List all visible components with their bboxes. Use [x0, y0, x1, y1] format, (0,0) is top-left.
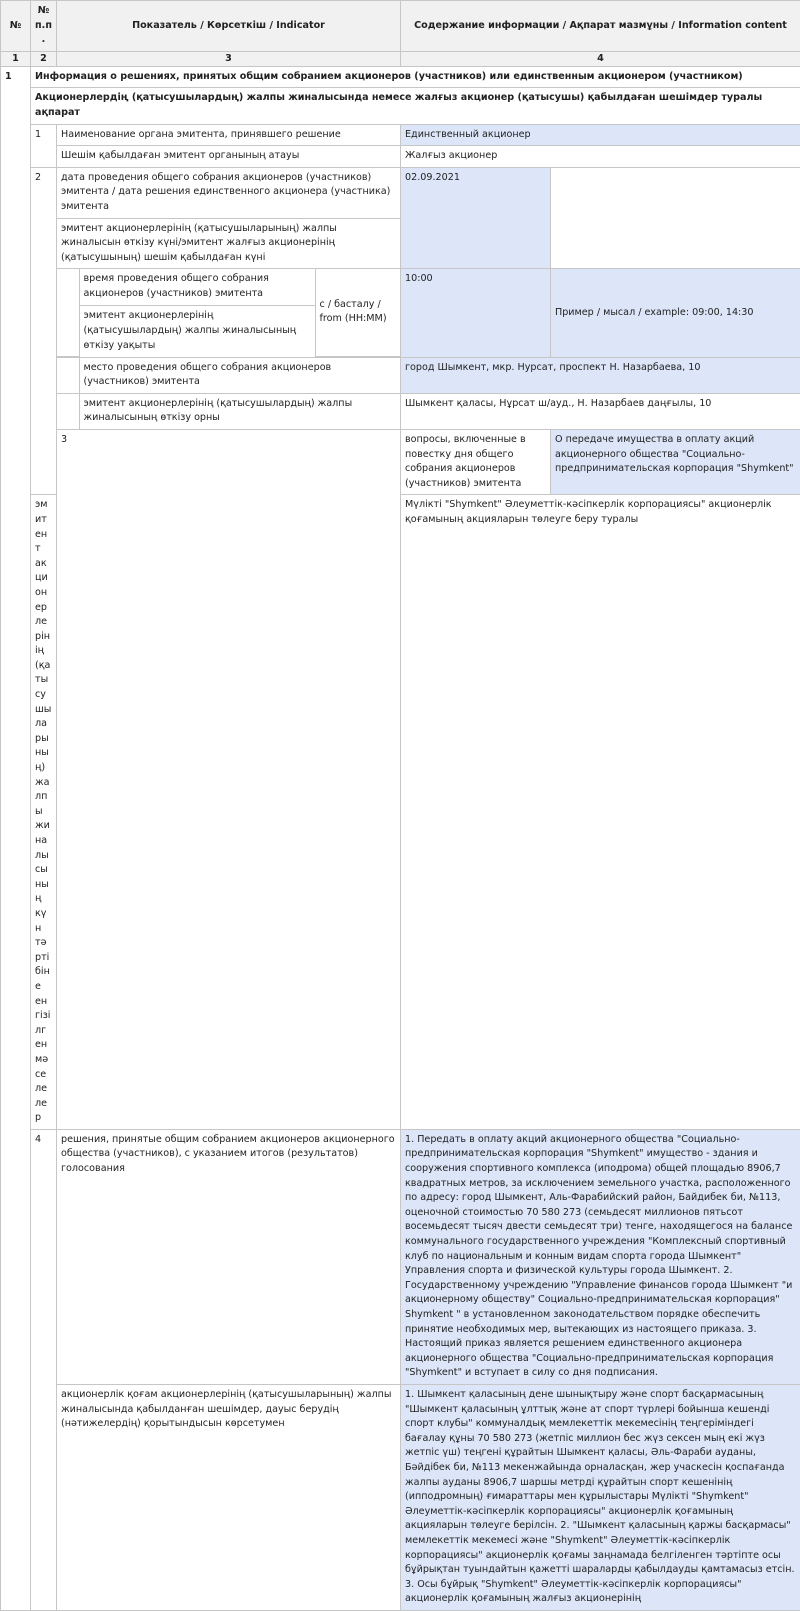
header-indicator: Показатель / Көрсеткіш / Indicator	[57, 1, 401, 52]
row-2-time-block	[57, 269, 401, 357]
row-3-ru	[1, 429, 800, 494]
section-row-kz	[1, 88, 800, 124]
column-number-row	[1, 51, 800, 66]
header-col-hash: №	[1, 1, 31, 52]
col-number-1: 1	[1, 51, 31, 66]
row-4-kz	[1, 1384, 800, 1610]
row-3-label-ru: вопросы, включенные в повестку дня общего собрания акционеров (участников) эмитента	[401, 429, 551, 494]
col-number-3: 3	[57, 51, 401, 66]
row-2-time	[1, 269, 800, 357]
row-1-value-kz: Жалғыз акционер	[401, 146, 800, 168]
row-4-label-kz: акционерлік қоғам акционерлерінің (қатысушыларының) жалпы жиналысында қабылданған шешімдер, дауыс берудің (нәтижелердің) қорытындысын көрсетумен	[57, 1384, 401, 1610]
row-2-date-label-ru: дата проведения общего собрания акционеров (участников) эмитента / дата решения единственного акционера (участника) эмитента	[57, 167, 401, 218]
section-title-kz: Акционерлердің (қатысушылардың) жалпы жиналысында немесе жалғыз акционер (қатысушы) қабылдаған шешімдер туралы ақпарат	[31, 88, 800, 124]
section-number: 1	[1, 66, 31, 1610]
row-1-kz	[1, 146, 800, 168]
row-2-place-kz-block	[57, 393, 401, 429]
row-1-value-ru[interactable]: Единственный акционер	[401, 124, 800, 146]
row-3-value-ru[interactable]: О передаче имущества в оплату акций акционерного общества "Социально-предпринимательская корпорация "Shymkent"	[551, 429, 800, 494]
row-2-place-kz	[1, 393, 800, 429]
row-2-time-label-ru: время проведения общего собрания акционеров (участников) эмитента	[79, 269, 315, 306]
row-2-time-label-kz: эмитент акционерлерінің (қатысушылардың) жалпы жиналысының өткізу уақыты	[79, 306, 315, 356]
row-2-time-example: Пример / мысал / example: 09:00, 14:30	[551, 269, 800, 357]
row-2-time-hint: с / басталу / from (HH:MM)	[315, 269, 401, 356]
col-number-2: 2	[31, 51, 57, 66]
row-3-num: 3	[57, 429, 401, 1129]
row-4-ru	[1, 1129, 800, 1384]
row-4-label-ru: решения, принятые общим собранием акционеров акционерного общества (участников), с указанием итогов (результатов) голосования	[57, 1129, 401, 1384]
row-2-date-ru	[1, 167, 800, 218]
header-num: № п.п.	[31, 1, 57, 52]
row-1-num: 1	[31, 124, 57, 167]
row-2-date-value[interactable]: 02.09.2021	[401, 167, 551, 269]
header-row	[1, 1, 800, 52]
row-4-value-kz[interactable]: 1. Шымкент қаласының дене шынықтыру және спорт басқармасының "Шымкент қаласының ұлттық және ат спорт түрлері бойынша кешенді спорт клубы" коммуналдық мемлекеттік мекемесінің теңгеріміндегі бағалау құны 70 580 273 (жетпіс миллион бес жүз сексен мың екі жүз жетпіс үш) теңгені құрайтын Шымкент қаласы, Әль-Фараби ауданы, Бәйдібек би, №113 мекенжайында орналасқан, жер учаскесін қоспағанда жалпы ауданы 8906,7 шаршы метрді құрайтын спорт кешенінің (ипподромның) ғимараттары мен құрылыстары Мүлікті "Shymkent" Әлеуметтік-кәсіпкерлік корпорациясы" акционерлік қоғамының акцияларын төлеуге берілсін. 2. "Шымкент қаласының қаржы басқармасы" мемлекеттік мекемесі және "Shymkent" Әлеуметтік-кәсіпкерлік корпорациясы" акционерлік қоғамы заңнамада белгіленген тәртіпте осы бұйрықтан туындайтын қажетті шараларды қабылдауды қамтамасыз етсін. 3. Осы бұйрық "Shymkent" Әлеуметтік-кәсіпкерлік корпорациясы" акционерлік қоғамының жалғыз акционерінің	[401, 1384, 800, 1610]
row-1-ru	[1, 124, 800, 146]
col-number-4: 4	[401, 51, 800, 66]
section-title-ru: Информация о решениях, принятых общим собранием акционеров (участников) или единственным акционером (участником)	[31, 66, 800, 88]
row-4-num: 4	[31, 1129, 57, 1610]
row-3-label-kz: эмитент акционерлерінің (қатысушыларының) жалпы жиналысының күн тәртібіне енгізілген мәселелер	[31, 495, 57, 1130]
row-2-place-indent	[57, 358, 79, 393]
row-2-place-value-ru[interactable]: город Шымкент, мкр. Нурсат, проспект Н. Назарбаева, 10	[401, 357, 800, 393]
section-row-ru	[1, 66, 800, 88]
row-2-date-label-kz: эмитент акционерлерінің (қатысушыларының) жалпы жиналысын өткізу күні/эмитент жалғыз акционерінің (қатысушының) шешім қабылдаған күні	[57, 218, 401, 269]
row-2-place-value-kz: Шымкент қаласы, Нұрсат ш/ауд., Н. Назарбаев даңғылы, 10	[401, 393, 800, 429]
header-content: Содержание информации / Ақпарат мазмұны / Information content	[401, 1, 800, 52]
row-2-place-ru	[1, 357, 800, 393]
row-2-time-value[interactable]: 10:00	[401, 269, 551, 357]
row-1-label-kz: Шешім қабылдаған эмитент органының атауы	[57, 146, 401, 168]
row-2-num: 2	[31, 167, 57, 495]
row-2-date-empty	[551, 167, 800, 269]
row-2-place-ru-block	[57, 357, 401, 393]
row-2-place-indent-kz	[57, 394, 79, 429]
row-1-label-ru: Наименование органа эмитента, принявшего решение	[57, 124, 401, 146]
row-4-value-ru[interactable]: 1. Передать в оплату акций акционерного общества "Социально-предпринимательская корпорация "Shymkent" имущество - здания и сооружения спортивного комплекса (иподрома) общей площадью 8906,7 квадратных метров, за исключением земельного участка, расположенного по адресу: город Шымкент, Аль-Фарабийский район, Байдибек би, №113, оценочной стоимостью 70 580 273 (семьдесят миллионов пятьсот восемьдесят тысяч двести семьдесят три) тенге, находящегося на балансе коммунального государственного учреждения "Комплексный спортивный клуб по национальным и конным видам спорта города Шымкент" Управления спорта и физической культуры города Шымкент. 2. Государственному учреждению "Управление финансов города Шымкент "и акционерному обществу" Социально-предпринимательская корпорация" Shymkent " в установленном законодательством порядке обеспечить принятие необходимых мер, вытекающих из настоящего приказа. 3. Настоящий приказ является решением единственного акционера акционерного общества "Социально-предпринимательская корпорация "Shymkent" и вступает в силу со дня подписания.	[401, 1129, 800, 1384]
row-3-value-kz: Мүлікті "Shymkent" Әлеуметтік-кәсіпкерлік корпорациясы" акционерлік қоғамының акцияларын төлеуге беру туралы	[401, 495, 800, 1130]
row-2-place-label-ru: место проведения общего собрания акционеров (участников) эмитента	[79, 358, 401, 393]
row-2-place-label-kz: эмитент акционерлерінің (қатысушылардың) жалпы жиналысының өткізу орны	[79, 394, 401, 429]
row-2-time-indent	[57, 269, 79, 356]
